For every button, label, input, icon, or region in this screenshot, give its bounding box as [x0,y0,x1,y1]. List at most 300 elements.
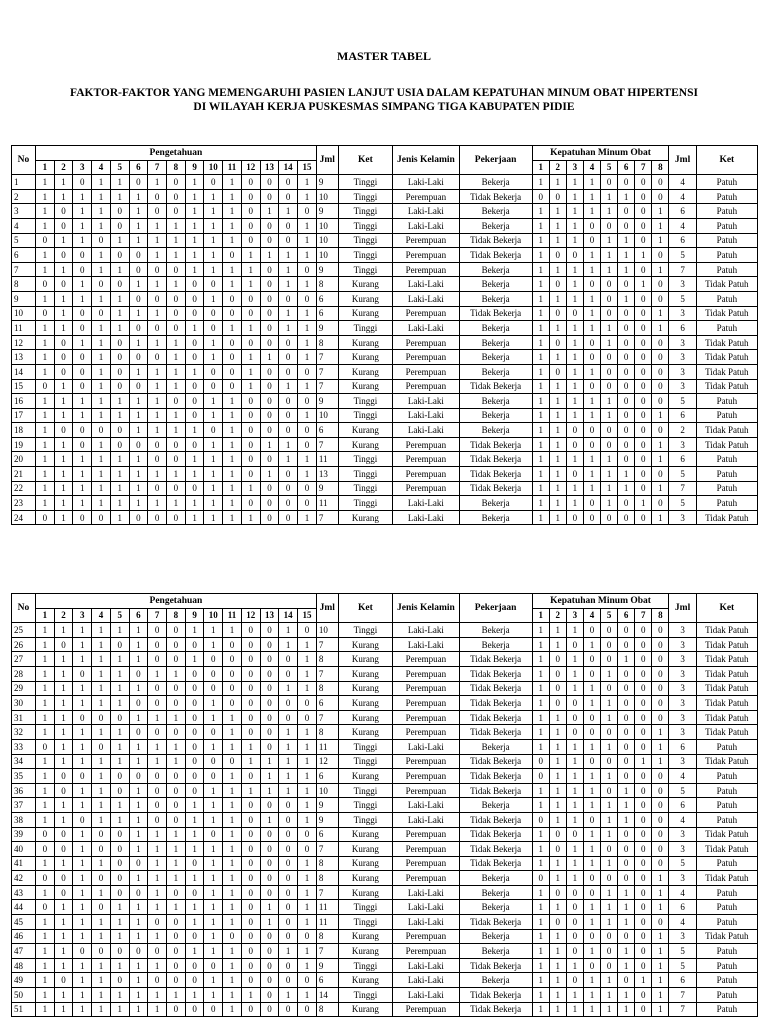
knowledge-score: 1 [223,423,242,438]
table-row [12,321,758,336]
knowledge-score: 0 [223,929,242,944]
row-number: 6 [12,248,36,263]
row-number: 43 [12,885,36,900]
knowledge-score: 1 [110,233,129,248]
compliance-score: 0 [618,637,635,652]
knowledge-score: 0 [260,379,279,394]
compliance-score: 0 [635,812,652,827]
row-number: 32 [12,725,36,740]
compliance-score: 1 [532,262,549,277]
compliance-score: 1 [532,1002,549,1017]
compliance-score: 1 [549,408,566,423]
knowledge-score: 0 [54,973,73,988]
knowledge-score: 0 [185,637,204,652]
knowledge-score: 1 [54,681,73,696]
knowledge-category: Tinggi [338,218,392,233]
knowledge-score: 1 [54,452,73,467]
compliance-category: Patuh [696,988,757,1003]
knowledge-score: 1 [241,364,260,379]
knowledge-total: 8 [316,856,338,871]
knowledge-score: 0 [148,204,167,219]
knowledge-score: 1 [73,754,92,769]
knowledge-score: 1 [110,725,129,740]
compliance-score: 0 [566,637,583,652]
compliance-score: 1 [601,769,618,784]
knowledge-score: 1 [279,437,298,452]
knowledge-score: 1 [54,958,73,973]
knowledge-score: 0 [73,423,92,438]
knowledge-score: 0 [279,1002,298,1017]
knowledge-score: 1 [54,437,73,452]
row-number: 38 [12,812,36,827]
compliance-score: 1 [532,364,549,379]
header-knowledge-item: 13 [260,608,279,623]
knowledge-score: 1 [185,510,204,525]
knowledge-score: 0 [260,842,279,857]
knowledge-score: 1 [129,204,148,219]
knowledge-score: 1 [148,988,167,1003]
compliance-score: 0 [635,652,652,667]
gender: Laki-Laki [393,623,459,638]
compliance-score: 0 [635,321,652,336]
knowledge-score: 1 [204,842,223,857]
knowledge-score: 1 [204,262,223,277]
compliance-score: 1 [566,394,583,409]
compliance-score: 0 [549,335,566,350]
knowledge-score: 0 [148,681,167,696]
compliance-score: 0 [566,248,583,263]
knowledge-score: 0 [185,681,204,696]
table-row [12,291,758,306]
knowledge-category: Tinggi [338,452,392,467]
knowledge-score: 1 [204,467,223,482]
gender: Laki-Laki [393,321,459,336]
knowledge-score: 0 [185,769,204,784]
knowledge-score: 0 [167,885,186,900]
compliance-category: Patuh [696,856,757,871]
table-row [12,856,758,871]
knowledge-score: 1 [54,710,73,725]
occupation: Tidak Bekerja [459,958,532,973]
compliance-score: 1 [549,812,566,827]
compliance-score: 0 [601,725,618,740]
knowledge-total: 11 [316,900,338,915]
knowledge-category: Kurang [338,725,392,740]
compliance-score: 1 [652,944,669,959]
knowledge-category: Tinggi [338,915,392,930]
compliance-total: 3 [669,277,696,292]
compliance-score: 1 [601,452,618,467]
knowledge-score: 0 [129,885,148,900]
compliance-score: 1 [566,958,583,973]
compliance-score: 1 [549,379,566,394]
compliance-score: 1 [532,666,549,681]
knowledge-score: 0 [167,725,186,740]
row-number: 11 [12,321,36,336]
compliance-score: 0 [618,681,635,696]
row-number: 10 [12,306,36,321]
knowledge-score: 1 [54,496,73,511]
compliance-score: 1 [566,769,583,784]
compliance-category: Tidak Patuh [696,423,757,438]
compliance-score: 1 [583,988,600,1003]
row-number: 33 [12,739,36,754]
table-row [12,623,758,638]
header-compliance-item: 1 [532,608,549,623]
table-row [12,988,758,1003]
knowledge-score: 0 [260,929,279,944]
knowledge-score: 1 [298,189,317,204]
knowledge-score: 0 [167,696,186,711]
knowledge-score: 1 [129,189,148,204]
knowledge-score: 1 [110,306,129,321]
knowledge-score: 1 [223,856,242,871]
compliance-score: 0 [601,842,618,857]
compliance-category: Tidak Patuh [696,710,757,725]
compliance-score: 1 [532,623,549,638]
knowledge-score: 0 [185,379,204,394]
compliance-score: 0 [652,812,669,827]
compliance-score: 0 [652,335,669,350]
knowledge-score: 0 [35,842,54,857]
knowledge-score: 1 [35,681,54,696]
compliance-score: 0 [618,929,635,944]
compliance-score: 0 [635,681,652,696]
occupation: Bekerja [459,218,532,233]
header-compliance-item: 1 [532,160,549,175]
compliance-score: 1 [532,277,549,292]
knowledge-score: 0 [260,710,279,725]
header-knowledge-item: 10 [204,608,223,623]
knowledge-score: 1 [223,467,242,482]
knowledge-score: 1 [54,408,73,423]
knowledge-category: Kurang [338,652,392,667]
knowledge-score: 1 [298,856,317,871]
occupation: Bekerja [459,262,532,277]
knowledge-category: Tinggi [338,204,392,219]
compliance-score: 1 [583,306,600,321]
header-knowledge-item: 7 [148,160,167,175]
knowledge-score: 1 [35,437,54,452]
knowledge-total: 7 [316,885,338,900]
table-row [12,306,758,321]
knowledge-score: 0 [73,306,92,321]
knowledge-score: 0 [279,189,298,204]
compliance-score: 0 [652,710,669,725]
knowledge-score: 0 [298,481,317,496]
knowledge-score: 1 [298,218,317,233]
knowledge-category: Kurang [338,842,392,857]
knowledge-score: 0 [167,944,186,959]
knowledge-score: 1 [279,739,298,754]
table-row [12,944,758,959]
knowledge-total: 6 [316,827,338,842]
compliance-score: 1 [532,973,549,988]
knowledge-score: 1 [148,379,167,394]
occupation: Tidak Bekerja [459,915,532,930]
knowledge-score: 1 [223,321,242,336]
compliance-category: Tidak Patuh [696,437,757,452]
compliance-score: 1 [532,798,549,813]
knowledge-score: 1 [167,710,186,725]
knowledge-score: 1 [148,248,167,263]
knowledge-score: 1 [204,710,223,725]
compliance-score: 1 [549,1002,566,1017]
compliance-score: 1 [549,783,566,798]
knowledge-score: 1 [54,262,73,277]
knowledge-score: 1 [110,754,129,769]
knowledge-score: 1 [35,710,54,725]
compliance-score: 1 [618,915,635,930]
compliance-score: 0 [601,754,618,769]
knowledge-total: 8 [316,725,338,740]
knowledge-score: 1 [35,958,54,973]
knowledge-score: 1 [298,769,317,784]
knowledge-score: 1 [92,394,111,409]
compliance-score: 0 [652,856,669,871]
compliance-score: 0 [635,710,652,725]
gender: Perempuan [393,335,459,350]
knowledge-score: 0 [185,725,204,740]
header-compliance-item: 2 [549,608,566,623]
knowledge-score: 1 [92,321,111,336]
knowledge-score: 1 [35,496,54,511]
row-number: 3 [12,204,36,219]
knowledge-score: 1 [92,696,111,711]
compliance-score: 0 [549,364,566,379]
knowledge-score: 1 [260,754,279,769]
compliance-score: 1 [532,929,549,944]
compliance-score: 1 [566,856,583,871]
knowledge-score: 1 [204,189,223,204]
knowledge-total: 7 [316,379,338,394]
subtitle-line-2: DI WILAYAH KERJA PUSKESMAS SIMPANG TIGA KABUPATEN PIDIE [193,101,575,113]
knowledge-total: 12 [316,754,338,769]
compliance-score: 0 [635,769,652,784]
knowledge-score: 1 [129,277,148,292]
knowledge-score: 0 [110,277,129,292]
compliance-score: 1 [566,988,583,1003]
compliance-total: 7 [669,262,696,277]
knowledge-score: 0 [54,783,73,798]
compliance-total: 3 [669,364,696,379]
knowledge-score: 0 [129,725,148,740]
knowledge-score: 1 [35,467,54,482]
compliance-score: 1 [549,637,566,652]
knowledge-total: 8 [316,929,338,944]
header-compliance-item: 3 [566,160,583,175]
occupation: Bekerja [459,798,532,813]
knowledge-score: 1 [185,175,204,190]
knowledge-total: 10 [316,408,338,423]
knowledge-score: 1 [223,812,242,827]
knowledge-total: 9 [316,812,338,827]
header-compliance-item: 4 [583,608,600,623]
knowledge-score: 0 [92,277,111,292]
table-row [12,364,758,379]
knowledge-score: 0 [110,204,129,219]
knowledge-score: 1 [129,481,148,496]
knowledge-score: 1 [92,666,111,681]
compliance-score: 0 [652,175,669,190]
knowledge-score: 0 [185,1002,204,1017]
compliance-score: 1 [618,798,635,813]
compliance-score: 0 [618,218,635,233]
row-number: 45 [12,915,36,930]
compliance-total: 3 [669,725,696,740]
knowledge-category: Kurang [338,710,392,725]
knowledge-score: 1 [35,189,54,204]
header-no: No [12,594,36,623]
knowledge-score: 1 [54,189,73,204]
knowledge-score: 1 [92,856,111,871]
knowledge-score: 0 [54,827,73,842]
knowledge-score: 0 [204,652,223,667]
knowledge-score: 1 [35,696,54,711]
knowledge-score: 0 [110,364,129,379]
knowledge-category: Kurang [338,437,392,452]
compliance-category: Tidak Patuh [696,696,757,711]
compliance-score: 1 [532,783,549,798]
compliance-category: Patuh [696,175,757,190]
compliance-total: 4 [669,915,696,930]
compliance-score: 0 [652,652,669,667]
compliance-total: 5 [669,496,696,511]
knowledge-score: 0 [241,769,260,784]
knowledge-score: 0 [279,900,298,915]
compliance-category: Patuh [696,944,757,959]
occupation: Tidak Bekerja [459,681,532,696]
knowledge-score: 0 [279,973,298,988]
gender: Perempuan [393,452,459,467]
knowledge-score: 0 [167,291,186,306]
knowledge-category: Kurang [338,666,392,681]
header-compliance-item: 4 [583,160,600,175]
knowledge-score: 1 [185,262,204,277]
knowledge-score: 1 [148,496,167,511]
compliance-score: 1 [652,900,669,915]
knowledge-score: 1 [92,915,111,930]
knowledge-score: 0 [241,233,260,248]
knowledge-total: 8 [316,652,338,667]
compliance-score: 1 [549,218,566,233]
knowledge-score: 1 [185,364,204,379]
gender: Laki-Laki [393,988,459,1003]
gender: Laki-Laki [393,394,459,409]
table-row [12,394,758,409]
occupation: Bekerja [459,739,532,754]
knowledge-score: 0 [279,929,298,944]
gender: Laki-Laki [393,175,459,190]
compliance-score: 1 [601,408,618,423]
compliance-score: 1 [549,321,566,336]
compliance-score: 0 [635,306,652,321]
knowledge-score: 0 [110,827,129,842]
knowledge-score: 1 [73,233,92,248]
knowledge-score: 0 [167,623,186,638]
table-row [12,379,758,394]
knowledge-score: 0 [298,204,317,219]
compliance-score: 0 [583,958,600,973]
compliance-total: 5 [669,291,696,306]
knowledge-score: 0 [167,481,186,496]
knowledge-score: 0 [260,496,279,511]
knowledge-score: 0 [260,856,279,871]
knowledge-score: 1 [129,452,148,467]
table-row [12,1002,758,1017]
knowledge-score: 1 [92,973,111,988]
compliance-score: 1 [601,988,618,1003]
knowledge-score: 0 [129,944,148,959]
compliance-score: 1 [583,394,600,409]
table-row [12,218,758,233]
compliance-total: 3 [669,637,696,652]
header-knowledge-item: 8 [167,608,186,623]
compliance-total: 3 [669,652,696,667]
knowledge-score: 1 [92,885,111,900]
compliance-score: 0 [652,248,669,263]
knowledge-score: 0 [241,798,260,813]
knowledge-score: 1 [92,248,111,263]
row-number: 30 [12,696,36,711]
knowledge-total: 9 [316,204,338,219]
knowledge-score: 0 [260,175,279,190]
knowledge-score: 1 [148,871,167,886]
knowledge-score: 1 [223,623,242,638]
compliance-total: 6 [669,452,696,467]
compliance-score: 0 [549,248,566,263]
compliance-category: Tidak Patuh [696,929,757,944]
compliance-score: 0 [601,929,618,944]
knowledge-score: 0 [241,710,260,725]
compliance-score: 1 [652,321,669,336]
compliance-score: 0 [618,379,635,394]
compliance-score: 0 [635,510,652,525]
gender: Laki-Laki [393,958,459,973]
compliance-category: Patuh [696,233,757,248]
compliance-category: Tidak Patuh [696,379,757,394]
knowledge-score: 0 [92,739,111,754]
compliance-score: 1 [532,175,549,190]
compliance-score: 0 [566,827,583,842]
compliance-total: 3 [669,623,696,638]
knowledge-score: 0 [54,885,73,900]
knowledge-score: 1 [148,754,167,769]
knowledge-score: 1 [110,696,129,711]
knowledge-score: 1 [298,335,317,350]
header-no: No [12,146,36,175]
compliance-score: 0 [652,423,669,438]
row-number: 23 [12,496,36,511]
compliance-total: 3 [669,710,696,725]
compliance-score: 0 [618,710,635,725]
knowledge-score: 1 [167,988,186,1003]
knowledge-score: 0 [204,277,223,292]
knowledge-score: 1 [185,467,204,482]
compliance-score: 1 [652,262,669,277]
gender: Laki-Laki [393,291,459,306]
knowledge-score: 1 [129,467,148,482]
row-number: 37 [12,798,36,813]
compliance-score: 1 [618,783,635,798]
compliance-score: 0 [566,929,583,944]
knowledge-score: 1 [279,725,298,740]
gender: Perempuan [393,710,459,725]
knowledge-score: 1 [204,783,223,798]
knowledge-score: 1 [241,321,260,336]
gender: Laki-Laki [393,510,459,525]
knowledge-score: 1 [223,973,242,988]
